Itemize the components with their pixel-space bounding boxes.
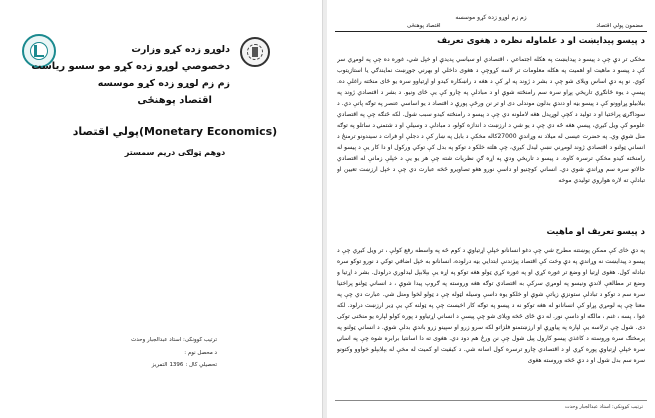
- paragraph-origin-of-money: مخکی تر دې چې د پیسو د پیدایښت په هکله اجتماعي ، اقتصادي او سیاسي پدیدې او خپل شي، غوره ده چې په لومړي سر کې د پیسو د ماهیت او اهمیت په هکله معلومات تر لاسه کړوچې د هغوی داخلي او بهرني جوړښت نمایندګي یا استازیتوب کوي. نو په دې اساس ویلای شو چې د بشر د ژوند په لړ کې د هغه د راښکاره کیدو او اړتیاوو سره یو ځای منځته راغلې ده. پیسې د یوه ځانګړي تاریخي پړاو سره سم رامنځته شوې او د مبادلې په چارو کې یې ځای ونیو. د بشر د اقتصادي ژوند په بیلابیلو پړاوونو کې د پیسو بڼه او دندې بدلون موندلی دی او تر نن ورځې پورې د اقتصاد د یو اساسي عنصر په توګه پاتې دي. د سوداګرۍ پراختیا او د تولید د کچې لوړیدل هغه لاملونه دي چې د پیسو د رامنځته کیدو سبب شول. لکه څنګه چې په اقتصادي علومو کې ویل کیږي، پیسې هغه څه دي چې د یو شي د ارزښت د اندازه کولو، د مبادلې د وسیلې او د شتمنۍ د ساتلو په توګه منل شوې وي. په حضرت عیسی له میلاد نه وړاندې 27000کاله مخکې د بابل په ښار کې د دجلې او فرات د سیندونو ترمنځ د انساني ټولنو د اقتصادي ژوند لومړني نښې لیدل کیږي، چې هلته خلکو د توکو په بدل کې توکي ورکول او دا کار یې د پیسو له رامنځته کیدو مخکې ترسره کاوه. د پیسو د تاریخي ودې په اړه ګڼ نظریات شته چې هر یو یې د خپلې زمانې له اقتصادي حالاتو سره سم وړاندې شوي دي. انساني کوچنیو او داسې نورو هغو تصاویرو څخه عبارت دي چې د خپل ارزښت تعیین او تبادلې ته لاره هواروي تولیدي موخه: [337, 56, 645, 184]
- footer-rule: [335, 400, 647, 401]
- heading-origin-of-money: د پیسو پیدایښت او د علماوله نظره د هغوی تعریف: [437, 36, 645, 46]
- section-header: [335, 23, 647, 32]
- paragraph-definition-of-money: په دې خای کې ممکن پوښتنه مطرح شي چې دغو انسانانو خپلې اړتیاوې د کوم څه په واسطه رفع کولې ، تر ویل کیږي چې د پیسو د پیدایښت نه وړاندې په دې وخت کې اقتصاد پیژندنې ابتدایي بڼه درلوده، انسانانو به خپل اضافي توکي د نورو توکو سره تبادله کول. هغوی اړتیا او وضع تر غوره کړي او په غوره کړي ټولو هغه توکو په اړه یې بېلابېل لیدلوري درلودل. بشر د اړتیا و وضع تر مطالعې لاندې ونیسو په لومړي سرکې به اقتصادي توګه هغه وروسته په ګروپ پیدا شوې ، د انساني ټولنو پراختیا سره سم د توکو د تبادلې ستونزې زیاتې شوې او خلکو یوه داسې وسیله لټوله چې د ټولو لخوا ومنل شي. عبارت دي چې په معنا چې په لومړي پړاو کې انسانانو له هغه توکو نه د پیسو په توګه کار اخیست چې په ټولنه کې یې ډیر ارزښت درلود. لکه غوا ، پسه ، غنم ، مالګه او داسې نور. له دې ځای څخه ویلای شو چې پیسې د انساني اړتیاوو د پوره کولو لپاره یو منځنی توکی دی. شول چې ترلاسه یې لپاره په پیاوړې او ارزښتمنو فلزاتو لکه سرو زرو او سپینو زرو باندې بدلې شوې. د انساني ټولنو په پرمختګ سره وروسته د کاغذي پیسو کارول پیل شول چې نن ورځ هم دود دي. هغوی ته دا اسانتیا برابره شوه چې په اسانۍ سره خپلې اړتیاوې پوره کړي او د اقتصادي چارو ترسره کول اسانه شي. د کیفیت او کمیت له مخې له بېلابېلو خواوو وکتونو سره سم بدل شول او د دې څخه وروسته هغوی: [337, 247, 645, 364]
- section-header-faculty: اقتصاد پوهنځی: [407, 23, 441, 29]
- ministry-seal-icon: [240, 37, 270, 67]
- faculty-name: اقتصاد پوهنځی: [137, 95, 212, 106]
- book-subtitle: دوهم ټولګی دريم سمستر: [124, 148, 226, 157]
- heading-definition-of-money: د پیسو تعریف او ماهیت: [546, 227, 645, 237]
- semester-label: التمريز: [151, 362, 168, 368]
- book-title: پولي اقتصاد(Monetary Economics): [72, 125, 278, 138]
- compiler-line: ترتيب کوونکی: استاد عبدالجبار وحدت: [131, 337, 217, 343]
- academic-year-line: [152, 362, 217, 368]
- title-page: [0, 0, 323, 418]
- ministry-name: دلوړو زده کړو وزارت: [131, 44, 230, 55]
- page-footer: ترتيب کوونکی: استاد عبدالجبار وحدت: [564, 404, 643, 410]
- section-header-subject: مضمون پولي اقتصاد: [596, 23, 643, 29]
- student-name-line: د محصل نوم :: [184, 350, 217, 356]
- institute-name: زم زم لوړو زده کړو موسسه: [97, 78, 230, 89]
- academic-year-label: تحصيلي کال :: [185, 362, 217, 368]
- academic-year-value: 1396: [169, 362, 184, 368]
- content-page: [327, 0, 655, 418]
- directorate-name: دخصوصي لوړو زده کړو مو سسو رياست: [31, 61, 230, 72]
- running-head: زم زم لوړو زده کړو موسسه: [455, 14, 527, 21]
